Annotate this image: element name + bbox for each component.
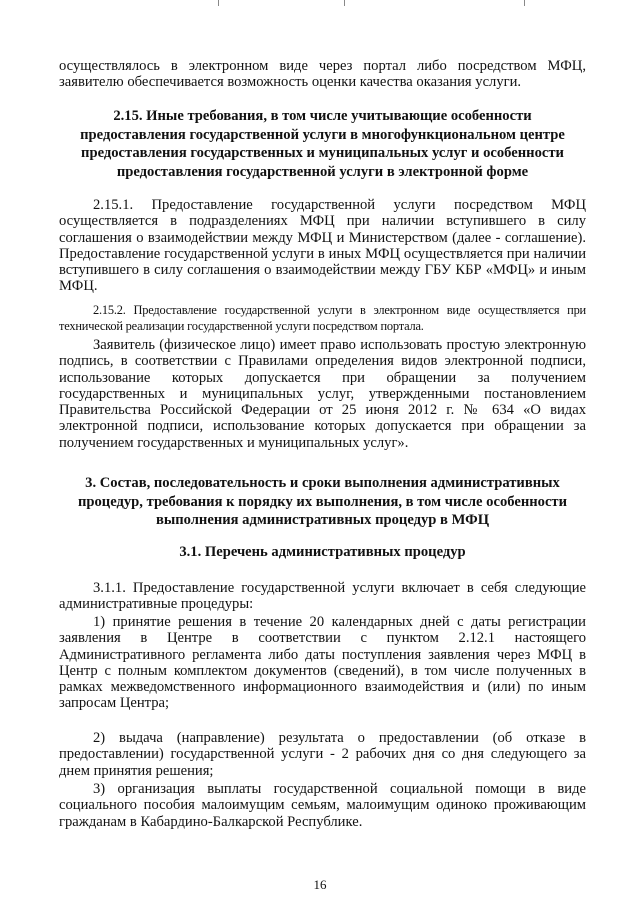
paragraph-3-1-1: 3.1.1. Предоставление государственной услуги включает в себя следующие административные процедуры: xyxy=(59,580,586,613)
list-item-2: 2) выдача (направление) результата о предоставлении (об отказе в предоставлении) государственной услуги - 2 рабочих дня со дня следующего за днем принятия решения; xyxy=(59,730,586,779)
paragraph-2-15-2: 2.15.2. Предоставление государственной услуги в электронном виде осуществляется при технической реализации государственной услуги посредством портала. xyxy=(59,303,586,333)
page-number: 16 xyxy=(313,877,327,892)
list-item-3: 3) организация выплаты государственной социальной помощи в виде социального пособия малоимущим семьям, малоимущим одиноко проживающим гражданам в Кабардино-Балкарской Республике. xyxy=(59,781,586,830)
section-2-15-heading: 2.15. Иные требования, в том числе учитывающие особенности предоставления государственной услуги в многофункциональном центре предоставления государственных и муниципальных услуг и особенности предоставления государственной услуги в электронной форме xyxy=(80,108,565,180)
applicant-paragraph: Заявитель (физическое лицо) имеет право использовать простую электронную подпись, в соответствии с Правилами определения видов электронной подписи, использование которых допускается при обращении за получением государственных и муниципальных услуг, утвержденными постановлением Правительства Российской Федерации от 25 июня 2012 г. № 634 «О видах электронной подписи, использование которых допускается при обращении за получением государственных и муниципальных услуг». xyxy=(59,337,586,451)
scan-edge-mark xyxy=(344,0,345,6)
section-3-heading: 3. Состав, последовательность и сроки выполнения административных процедур, требования к порядку их выполнения, в том числе особенности выполнения административных процедур в МФЦ xyxy=(77,475,568,529)
section-3-1-heading: 3.1. Перечень административных процедур xyxy=(179,544,466,560)
intro-paragraph: осуществлялось в электронном виде через портал либо посредством МФЦ, заявителю обеспечивается возможность оценки качества оказания услуги. xyxy=(59,58,586,91)
scan-edge-mark xyxy=(218,0,219,6)
list-item-1: 1) принятие решения в течение 20 календарных дней с даты регистрации заявления в Центре в соответствии с пунктом 2.12.1 настоящего Административного регламента либо даты поступления заявления через МФЦ в Центр с полным комплектом документов (сведений), в том числе полученных в рамках межведомственного информационного взаимодействия и (или) по иным запросам Центра; xyxy=(59,614,586,712)
scan-edge-mark xyxy=(524,0,525,6)
paragraph-2-15-1: 2.15.1. Предоставление государственной услуги посредством МФЦ осуществляется в подразделениях МФЦ при наличии вступившего в силу соглашения о взаимодействии между МФЦ и Министерством (далее - соглашение). Предоставление государственной услуги в иных МФЦ осуществляется при наличии вступившего в силу соглашения о взаимодействии между ГБУ КБР «МФЦ» и иным МФЦ. xyxy=(59,197,586,295)
